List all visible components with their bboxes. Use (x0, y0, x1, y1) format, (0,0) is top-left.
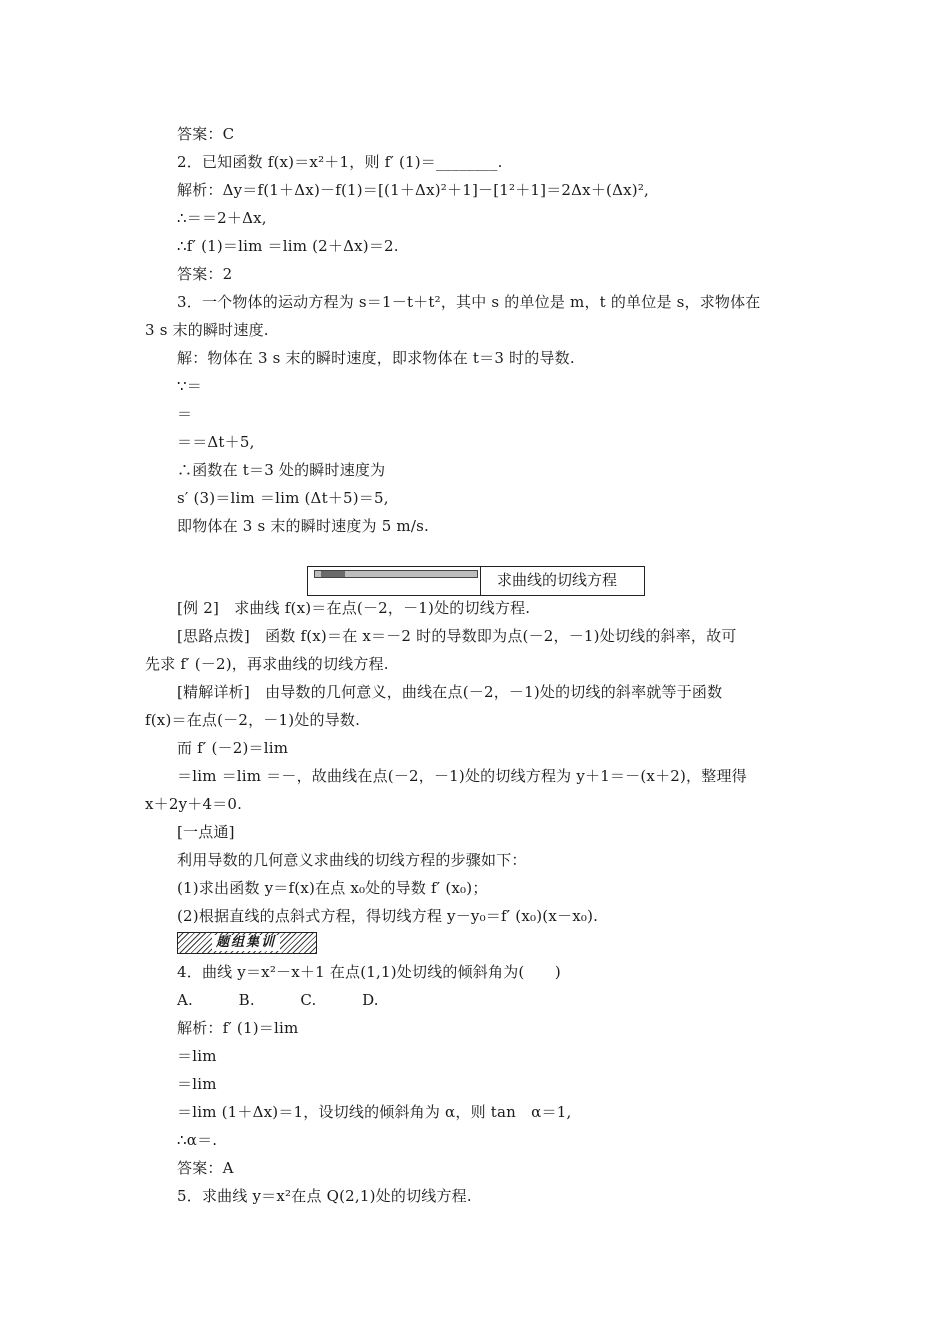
text-line-tip-1: 利用导数的几何意义求曲线的切线方程的步骤如下： (177, 851, 527, 869)
text-line-ans2: 答案：2 (177, 265, 233, 283)
text-line-hint-a: [思路点拨] 函数 f(x)＝在 x＝－2 时的导数即为点(－2，－1)处切线的斜率，故可 (177, 627, 737, 645)
text-line-q3-sol: 解：物体在 3 s 末的瞬时速度，即求物体在 t＝3 时的导数. (177, 349, 575, 367)
text-line-ans4: 答案：A (177, 1159, 234, 1177)
text-line-q3-s4: ∴函数在 t＝3 处的瞬时速度为 (177, 461, 386, 479)
section-tag-bar (314, 570, 478, 578)
group-label: 题组集训 (212, 935, 280, 951)
text-line-ex2: [例 2] 求曲线 f(x)＝在点(－2，－1)处的切线方程. (177, 599, 531, 617)
text-line-q4-sol: 解析：f′ (1)＝lim (177, 1019, 299, 1037)
section-title: 求曲线的切线方程 (497, 571, 618, 589)
text-line-q4-s4: ∴α＝. (177, 1131, 218, 1149)
text-line-q4-s3: ＝lim (1＋Δx)＝1，设切线的倾斜角为 α，则 tan α＝1, (177, 1103, 572, 1121)
text-line-q4: 4．曲线 y＝x²－x＋1 在点(1,1)处切线的倾斜角为( ) (177, 963, 561, 981)
text-line-hint-b: 先求 f′ (－2)，再求曲线的切线方程. (145, 655, 389, 673)
text-line-q4-s2: ＝lim (177, 1075, 217, 1093)
text-line-det-b: f(x)＝在点(－2，－1)处的导数. (145, 711, 361, 729)
text-line-q3-s3: ＝＝Δt＋5, (177, 433, 255, 451)
text-line-q3-s2: ＝ (177, 405, 193, 423)
text-line-q3-s6: 即物体在 3 s 末的瞬时速度为 5 m/s. (177, 517, 429, 535)
text-line-q3-s1: ∵＝ (177, 377, 202, 395)
text-line-q2-step2: ∴f′ (1)＝lim ＝lim (2＋Δx)＝2. (177, 237, 399, 255)
text-line-ans1: 答案：C (177, 125, 235, 143)
text-line-q3-b: 3 s 末的瞬时速度. (145, 321, 269, 339)
text-line-q4-opts: A. B. C. D. (177, 991, 379, 1009)
text-line-det-e: x＋2y＋4＝0. (145, 795, 243, 813)
section-tag-marker (321, 571, 345, 577)
text-line-q4-s1: ＝lim (177, 1047, 217, 1065)
text-line-q5: 5．求曲线 y＝x²在点 Q(2,1)处的切线方程. (177, 1187, 472, 1205)
text-line-tip-3: (2)根据直线的点斜式方程，得切线方程 y－y₀＝f′ (x₀)(x－x₀). (177, 907, 599, 925)
section-header (307, 566, 645, 596)
section-divider (480, 567, 481, 595)
text-line-q3-a: 3．一个物体的运动方程为 s＝1－t＋t²，其中 s 的单位是 m，t 的单位是 s，求物体在 (177, 293, 761, 311)
text-line-q2: 2．已知函数 f(x)＝x²＋1，则 f′ (1)＝________. (177, 153, 503, 171)
text-line-q3-s5: s′ (3)＝lim ＝lim (Δt＋5)＝5, (177, 489, 389, 507)
text-line-q2-sol: 解析：Δy＝f(1＋Δx)－f(1)＝[(1＋Δx)²＋1]－[1²＋1]＝2Δx＋(Δx)², (177, 181, 650, 199)
group-banner (177, 932, 317, 954)
text-line-det-c: 而 f′ (－2)＝lim (177, 739, 289, 757)
text-line-q2-step1: ∴＝＝2＋Δx, (177, 209, 267, 227)
text-line-tip: [一点通] (177, 823, 235, 841)
text-line-tip-2: (1)求出函数 y＝f(x)在点 x₀处的导数 f′ (x₀)； (177, 879, 488, 897)
text-line-det-a: [精解详析] 由导数的几何意义，曲线在点(－2，－1)处的切线的斜率就等于函数 (177, 683, 723, 701)
text-line-det-d: ＝lim ＝lim ＝－，故曲线在点(－2，－1)处的切线方程为 y＋1＝－(x＋2)，整理得 (177, 767, 747, 785)
